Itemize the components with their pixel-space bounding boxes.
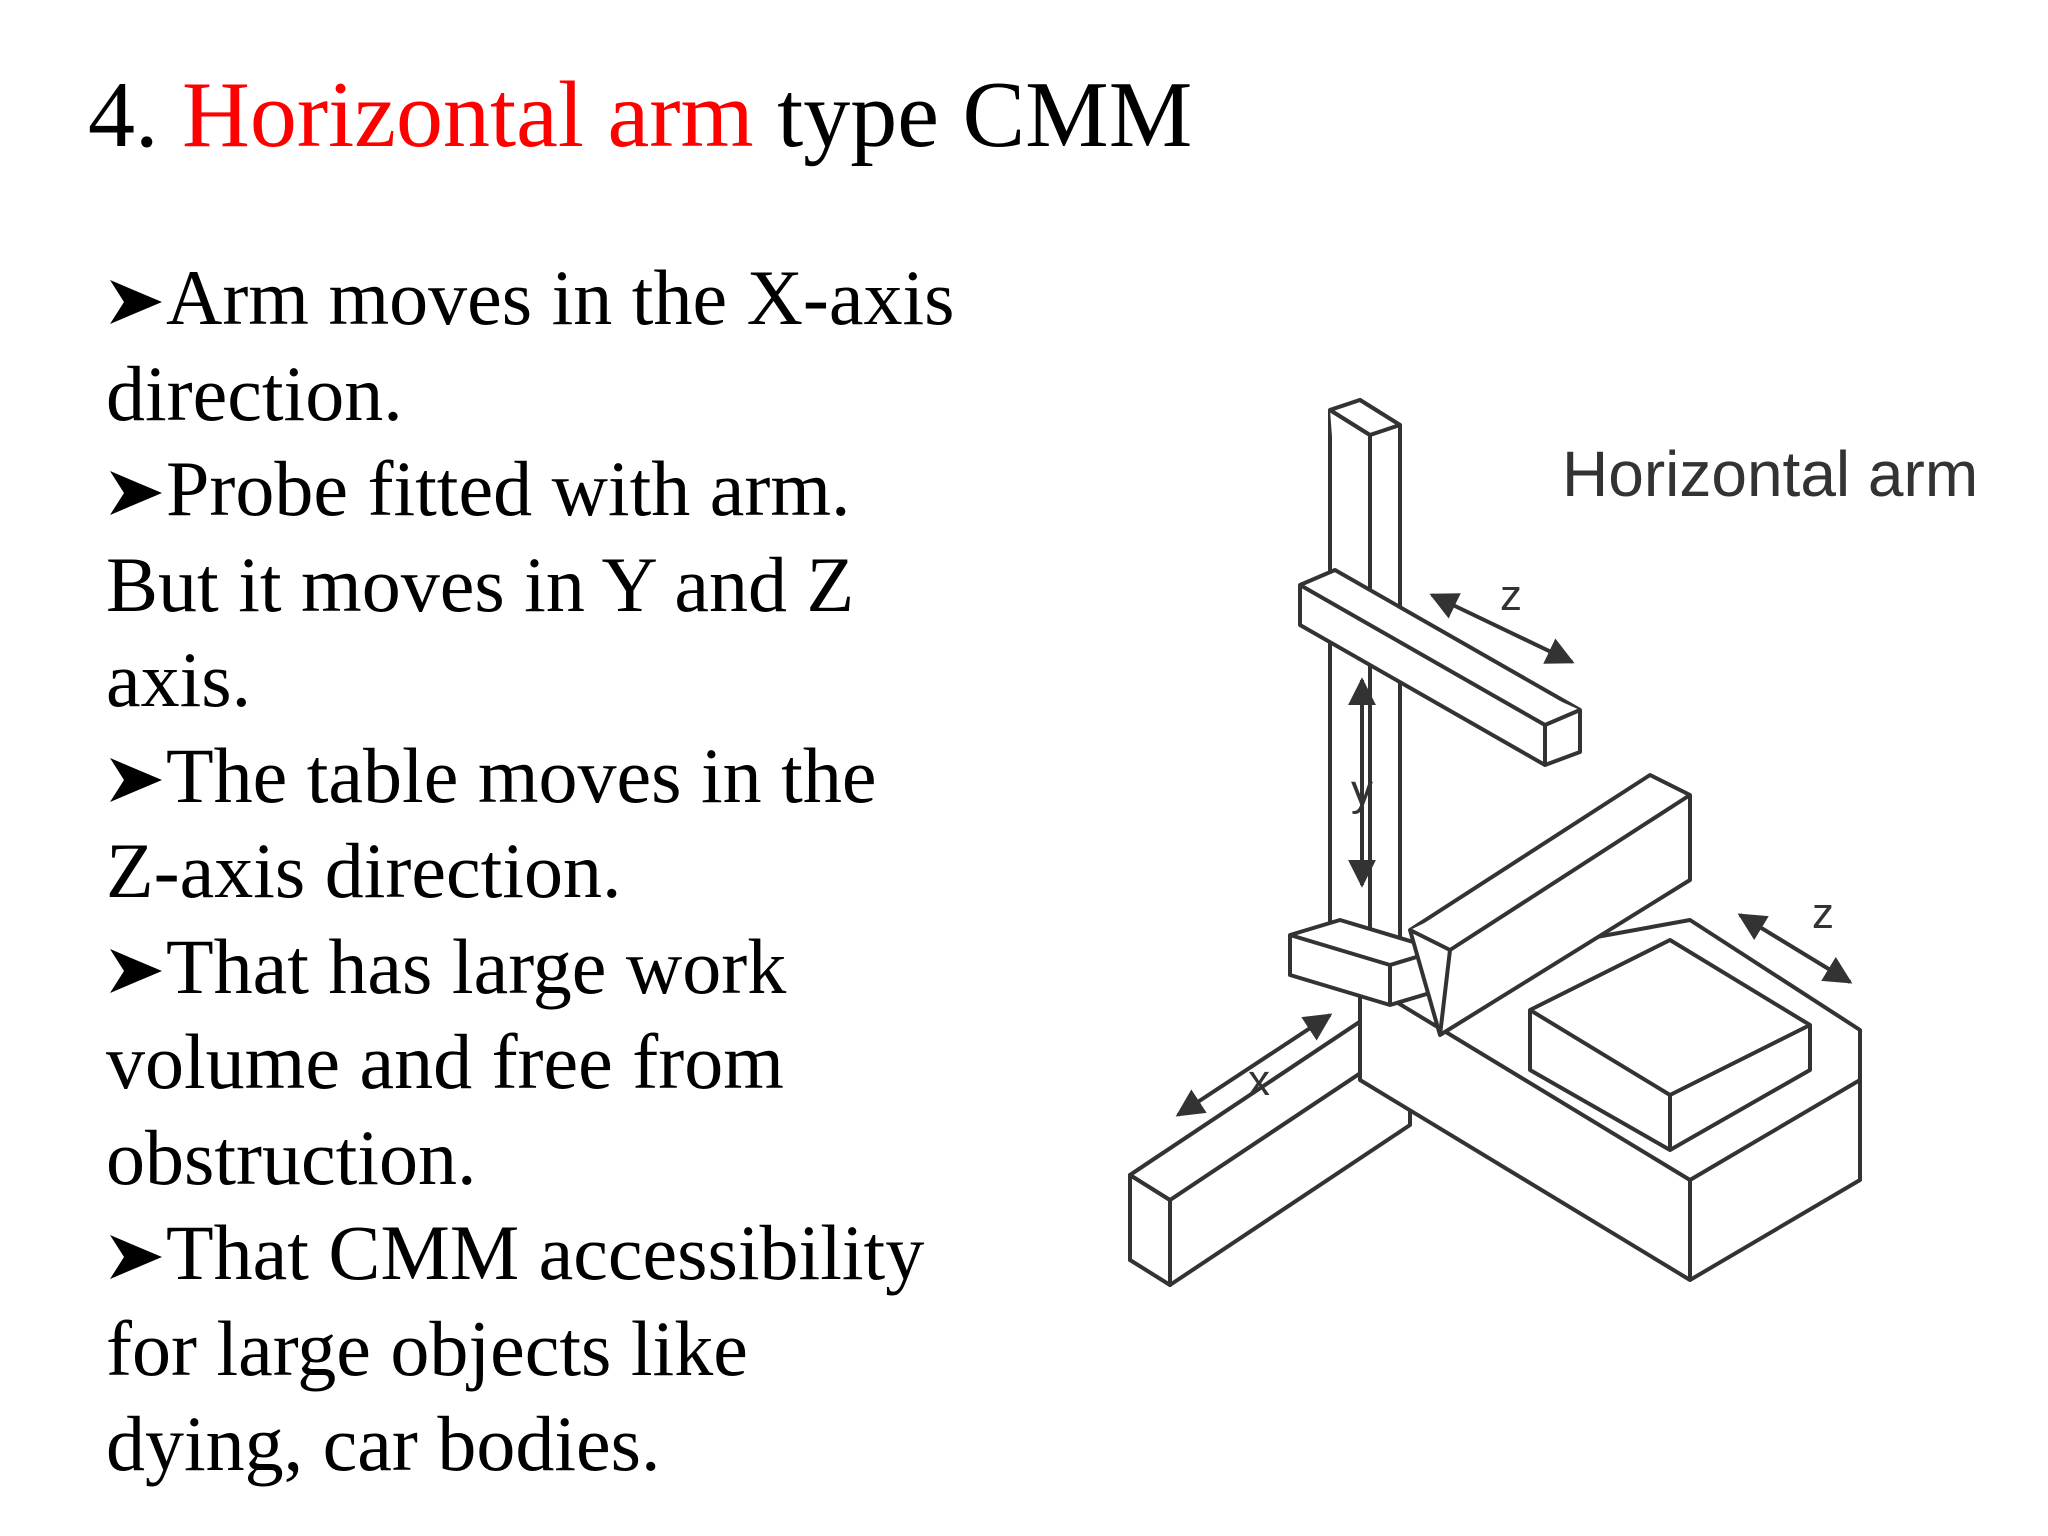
x-label: x (1248, 1056, 1270, 1105)
bullet-continuation (106, 1301, 1106, 1397)
bullet-text: for large objects like (106, 1304, 748, 1392)
bullet-continuation (106, 537, 1106, 633)
bullet-text: That has large work (166, 922, 787, 1010)
bullet-text: Z-axis direction. (106, 827, 622, 914)
title-number: 4. (88, 63, 159, 167)
bullet-text: The table moves in the (166, 731, 877, 819)
bullet-item (106, 441, 1106, 537)
arrowhead-bullet-icon (106, 754, 166, 806)
bullet-text: dying, car bodies. (106, 1400, 661, 1487)
bullet-list (106, 250, 1106, 1492)
z-label-table: z (1812, 889, 1834, 938)
bullet-item (106, 919, 1106, 1015)
bullet-item (106, 1205, 1106, 1301)
arrowhead-bullet-icon (106, 276, 166, 328)
arrowhead-bullet-icon (106, 467, 166, 519)
z-label-arm: z (1500, 571, 1522, 620)
bullet-text: That CMM accessibility (166, 1209, 925, 1296)
bullet-text: Probe fitted with arm. (166, 445, 851, 532)
arrowhead-bullet-icon (106, 945, 166, 997)
arrowhead-bullet-icon (106, 1231, 166, 1283)
bullet-continuation (106, 632, 1106, 728)
bullet-continuation (106, 823, 1106, 919)
bullet-continuation (106, 1396, 1106, 1492)
bullet-continuation (106, 1110, 1106, 1206)
cmm-drawing (1110, 380, 2048, 1320)
figure-label: Horizontal arm (1562, 438, 1979, 510)
slide-title (88, 60, 1192, 170)
title-highlight: Horizontal arm (182, 63, 754, 167)
bullet-item (106, 250, 1106, 346)
bullet-text: volume and free from (106, 1018, 784, 1105)
bullet-text: But it moves in Y and Z (106, 540, 855, 628)
bullet-continuation (106, 1014, 1106, 1110)
title-rest: type CMM (777, 63, 1193, 167)
bullet-text: Arm moves in the X-axis (166, 254, 955, 341)
bullet-text: axis. (106, 636, 252, 723)
bullet-continuation (106, 346, 1106, 442)
cmm-diagram (1110, 380, 2048, 1320)
bullet-item (106, 728, 1106, 824)
bullet-text: obstruction. (106, 1113, 477, 1201)
bullet-text: direction. (106, 349, 403, 437)
y-label: y (1351, 766, 1373, 815)
